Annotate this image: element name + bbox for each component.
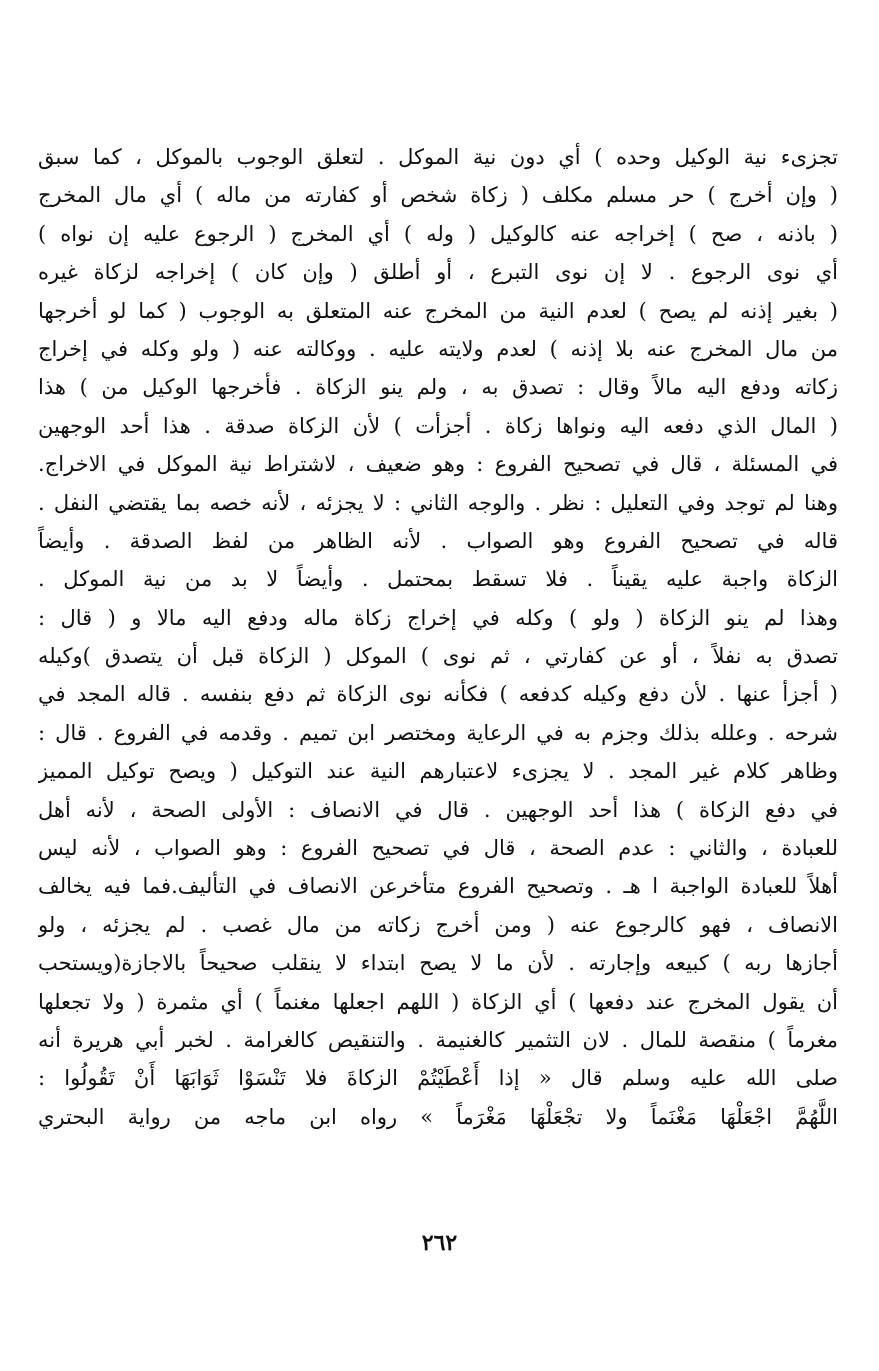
text-line: أهلاً للعبادة الواجبة ا هـ . وتصحيح الفروع متأخرعن الانصاف في التأليف.فما فيه يخالف: [38, 874, 838, 899]
text-line: تصدق به نفلاً ، أو عن كفارتي ، ثم نوى ) الموكل ( الزكاة قبل أن يتصدق )وكيله: [38, 644, 838, 669]
text-line: تجزىء نية الوكيل وحده ) أي دون نية الموكل . لتعلق الوجوب بالموكل ، كما سبق: [38, 145, 838, 169]
text-line: أي نوى الرجوع . لا إن نوى التبرع ، أو أطلق ( وإن كان ) إخراجه لزكاة غيره: [38, 260, 838, 285]
text-line: الانصاف ، فهو كالرجوع عنه ( ومن أخرج زكاته من مال غصب . لم يجزئه ، ولو: [38, 912, 838, 937]
text-line: ( أجزأ عنها . لأن دفع وكيله كدفعه ) فكأنه نوى الزكاة ثم دفع بنفسه . قاله المجد في: [38, 682, 838, 707]
text-line: في دفع الزكاة ) هذا أحد الوجهين . قال في الانصاف : الأولى الصحة ، لأنه أهل: [38, 797, 838, 822]
text-line: وهنا لم توجد وفي التعليل : نظر . والوجه الثاني : لا يجزئه ، لأنه خصه بما يقتضي النفل .: [38, 490, 838, 515]
page-number: ٢٦٢: [421, 1230, 458, 1256]
text-line: وهذا لم ينو الزكاة ( ولو ) وكله في إخراج زكاة ماله ودفع اليه مالا و ( قال :: [38, 605, 838, 630]
text-line: شرحه . وعلله بذلك وجزم به في الرعاية ومختصر ابن تميم . وقدمه في الفروع . قال :: [38, 720, 838, 745]
text-line: زكاته ودفع اليه مالاً وقال : تصدق به ، ولم ينو الزكاة . فأخرجها الوكيل من ) هذا: [38, 375, 838, 400]
text-line: للعبادة ، والثاني : عدم الصحة ، قال في تصحيح الفروع : وهو الصواب ، لأنه ليس: [38, 836, 838, 861]
text-line: قاله في تصحيح الفروع وهو الصواب . لأنه الظاهر من لفظ الصدقة . وأيضاً: [38, 528, 838, 553]
text-line: ( باذنه ، صح ) إخراجه عنه كالوكيل ( وله ) أي المخرج ( الرجوع عليه إن نواه ): [38, 221, 838, 246]
text-line: من مال المخرج عنه بلا إذنه ) لعدم ولايته عليه . ووكالته عنه ( ولو وكله في إخراج: [38, 336, 838, 361]
text-line: ( المال الذي دفعه اليه ونواها زكاة . أجزأت ) لأن الزكاة صدقة . هذا أحد الوجهين: [38, 413, 838, 438]
text-line: في المسئلة ، قال في تصحيح الفروع : وهو ضعيف ، لاشتراط نية الموكل في الاخراج.: [38, 452, 838, 477]
text-line: وظاهر كلام غير المجد . لا يجزىء لاعتبارهم النية عند التوكيل ( ويصح توكيل المميز: [38, 759, 838, 784]
text-line: مغرماً ) منقصة للمال . لان التثمير كالغنيمة . والتنقيص كالغرامة . لخبر أبي هريرة أنه: [38, 1027, 838, 1052]
text-line: ( بغير إذنه لم يصح ) لعدم النية من المخرج عنه المتعلق به الوجوب ( كما لو أخرجها: [38, 298, 838, 323]
text-line: ( وإن أخرج ) حر مسلم مكلف ( زكاة شخص أو كفارته من ماله ) أي مال المخرج: [38, 183, 838, 208]
text-line: اللَّهُمَّ اجْعَلْهَا مَغْنَماً ولا تجْعَلْهَا مَغْرَماً » رواه ابن ماجه من رواية البحتري: [38, 1104, 838, 1129]
body-text: [38, 138, 838, 1136]
text-line: أجازها ربه ) كبيعه وإجارته . لأن ما لا يصح ابتداء لا ينقلب صحيحاً بالاجازة(ويستحب: [38, 951, 838, 976]
text-line: الزكاة واجبة عليه يقيناً . فلا تسقط بمحتمل . وأيضاً لا بد من نية الموكل .: [38, 567, 838, 592]
text-line: صلى الله عليه وسلم قال « إذا أَعْطَيْتُمْ الزكاةَ فلا تَنْسَوْا ثَوَابَهَا أَنْ تَقُولُوا :: [38, 1066, 838, 1091]
text-line: أن يقول المخرج عند دفعها ) أي الزكاة ( اللهم اجعلها مغنماً ) أي مثمرة ( ولا تجعلها: [38, 989, 838, 1014]
